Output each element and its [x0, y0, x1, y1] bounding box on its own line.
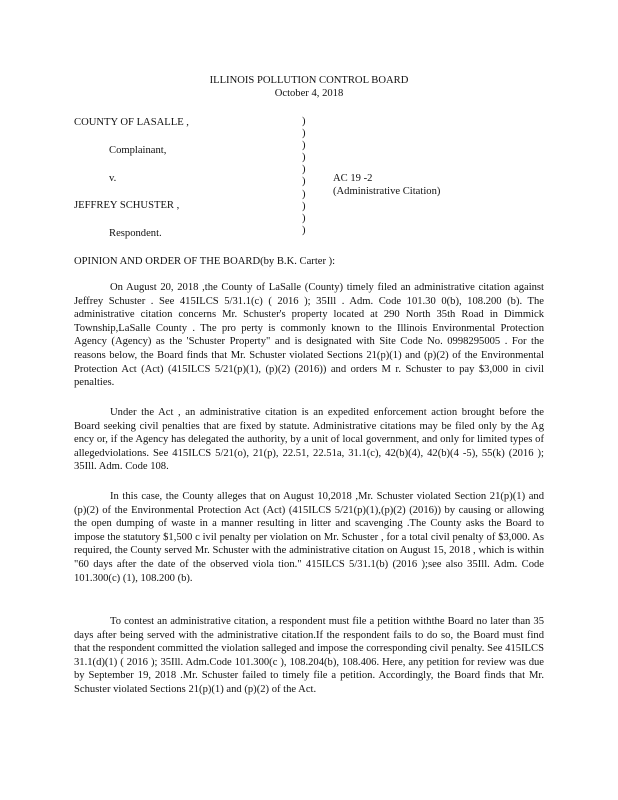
document-date: October 4, 2018	[274, 88, 344, 99]
paragraph-3-text: In this case, the County alleges that on August 10,2018 ,Mr. Schuster violated Section 21(p)(1) and (p)(2) of the Environmental Protection Act (Act) (415ILCS 5/21(p)(1),(p)(2) (2016)) by causing or allowing the open dumping of waste in a manner resulting in litter and scavenging .The County asks the Board to impose the statutory $1,500 c ivil penalty per violation on Mr. Schuster , for a total civil penalty of $3,000. As required, the County served Mr. Schuster with the administrative citation on August 15, 2018 , which is within "60 days after the date of the observed viola tion." 415ILCS 5/31.1(b) (2016 );see also 35Ill. Adm. Code 101.300(c) (1), 108.200 (b).	[74, 491, 544, 584]
plaintiff-role: Complainant,	[109, 145, 167, 156]
paragraph-4	[74, 615, 544, 697]
agency-title: ILLINOIS POLLUTION CONTROL BOARD	[209, 75, 409, 86]
paragraph-3	[74, 490, 544, 585]
defendant-role: Respondent.	[109, 228, 162, 239]
opinion-heading: OPINION AND ORDER OF THE BOARD(by B.K. Carter ):	[74, 256, 336, 267]
paragraph-1-text: On August 20, 2018 ,the County of LaSalle (County) timely filed an administrative citation against Jeffrey Schuster . See 415ILCS 5/31.1(c) ( 2016 ); 35Ill . Adm. Code 101.30 0(b), 108.200 (b). The administrative citation concerns Mr. Schuster's property located at 290 North 35th Road in Dimmick Township,LaSalle County . The pro perty is commonly known to the Illinois Environmental Protection Agency (Agency) as the 'Schuster Property" and is designated with Site Code No. 0998295005 . For the reasons below, the Board finds that Mr. Schuster violated Sections 21(p)(1) and (p)(2) of the Environmental Protection Act (Act) (415ILCS 5/21(p)(1), (p)(2) (2016)) and orders M r. Schuster to pay $3,000 in civil penalties.	[74, 282, 544, 389]
paragraph-4-text: To contest an administrative citation, a respondent must file a petition withthe Board no later than 35 days after being served with the administrative citation.If the respondent fails to do so, the Board must find that the respondent committed the violation salleged and impose the corresponding civil penalty. See 415ILCS 31.1(d)(1) ( 2016 ); 35Ill. Adm.Code 101.300(c ), 108.204(b), 108.406. Here, any petition for review was due by September 19, 2018 .Mr. Schuster failed to timely file a petition. Accordingly, the Board finds that Mr. Schuster violated Sections 21(p)(1) and (p)(2) of the Act.	[74, 616, 544, 695]
case-type: (Administrative Citation)	[333, 186, 441, 197]
caption-parentheses: ) ) ) ) ) ) ) ) ) )	[302, 116, 306, 236]
paragraph-1	[74, 281, 544, 390]
case-number: AC 19 -2	[333, 173, 373, 184]
defendant-name: JEFFREY SCHUSTER ,	[74, 200, 180, 211]
paragraph-2	[74, 406, 544, 474]
versus: v.	[109, 173, 117, 184]
plaintiff-name: COUNTY OF LASALLE ,	[74, 117, 189, 128]
paragraph-2-text: Under the Act , an administrative citation is an expedited enforcement action brought before the Board seeking civil penalties that are fixed by statute. Administrative citations may be filed only by the Ag ency or, if the Agency has delegated the authority, by a unit of local government, and only for limited types of allegedviolations. See 415ILCS 5/21(o), 21(p), 22.51, 22.51a, 31.1(c), 42(b)(4), 42(b)(4 -5), 55(k) (2016 ); 35Ill. Adm. Code 108.	[74, 407, 544, 473]
